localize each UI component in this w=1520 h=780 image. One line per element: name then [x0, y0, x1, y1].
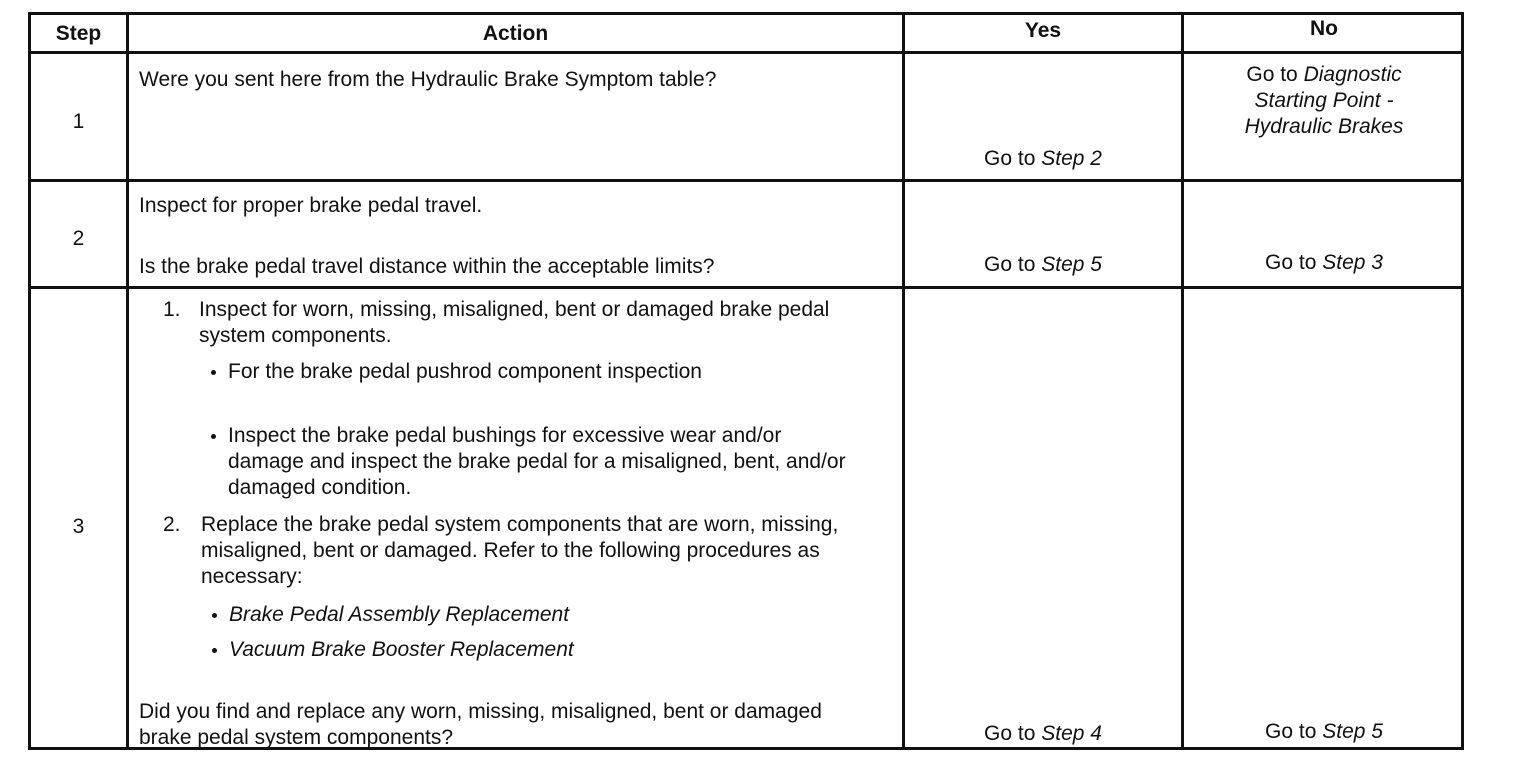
row-3-item-2-bullets-2	[207, 637, 847, 663]
row-2-action-line2: Is the brake pedal travel distance within the acceptable limits?	[139, 255, 715, 278]
row-3-item-1-bullets	[206, 359, 846, 385]
header-action: Action	[482, 22, 549, 45]
row-2-yes-prefix: Go to	[984, 253, 1036, 276]
list-item-vacuum-brake-booster[interactable]: Vacuum Brake Booster Replacement	[207, 637, 847, 663]
row-3-yes	[905, 721, 1181, 747]
row-2-yes-link[interactable]: Step 5	[1041, 253, 1102, 276]
header-no: No	[1310, 17, 1338, 40]
row-3-item-1-bullets-2	[206, 423, 846, 501]
row-2-action-line1: Inspect for proper brake pedal travel.	[139, 194, 483, 217]
row-3-yes-prefix: Go to	[984, 722, 1036, 745]
row-3-item-1-text: Inspect for worn, missing, misaligned, bent or damaged brake pedal system components.	[199, 298, 830, 347]
row-1-yes-link[interactable]: Step 2	[1041, 147, 1102, 170]
row-divider	[31, 286, 1461, 289]
row-3-item-1	[163, 297, 898, 349]
list-item: For the brake pedal pushrod component inspection	[206, 359, 846, 385]
header-yes: Yes	[1024, 19, 1062, 42]
row-1-no-link-line3[interactable]: Hydraulic Brakes	[1244, 115, 1404, 138]
row-3-item-2-text: Replace the brake pedal system components that are worn, missing, misaligned, bent or damaged. Refer to the following procedures as necessary:	[201, 513, 839, 588]
diagnostic-table	[28, 12, 1464, 750]
row-divider	[31, 179, 1461, 182]
row-2-no-prefix: Go to	[1265, 251, 1317, 274]
row-divider	[31, 51, 1461, 54]
row-3-item-2-bullets	[207, 602, 847, 628]
row-3-item-1-number: 1.	[163, 298, 181, 321]
list-item-brake-pedal-assembly[interactable]: Brake Pedal Assembly Replacement	[207, 602, 847, 628]
row-3-item-2	[163, 512, 898, 590]
row-3-no-prefix: Go to	[1265, 720, 1317, 743]
row-3-no	[1184, 719, 1464, 745]
row-1-no	[1184, 62, 1464, 140]
row-2-no-link[interactable]: Step 3	[1322, 251, 1383, 274]
row-3-no-link[interactable]: Step 5	[1322, 720, 1383, 743]
list-item: Inspect the brake pedal bushings for excessive wear and/or damage and inspect the brake pedal for a misaligned, bent, and/or damaged condition.	[206, 423, 846, 501]
row-3-item-2-number: 2.	[163, 513, 181, 536]
row-3-yes-link[interactable]: Step 4	[1041, 722, 1102, 745]
row-1-no-prefix: Go to	[1246, 63, 1298, 86]
row-3-question: Did you find and replace any worn, missing, misaligned, bent or damaged brake pedal system components?	[139, 700, 822, 749]
row-1-yes	[905, 146, 1181, 172]
row-1-no-link-line2[interactable]: Starting Point -	[1254, 89, 1394, 112]
row-1-yes-prefix: Go to	[984, 147, 1036, 170]
row-1-action: Were you sent here from the Hydraulic Brake Symptom table?	[139, 68, 717, 91]
step-number-2: 2	[72, 227, 85, 250]
column-divider	[126, 15, 129, 747]
step-number-3: 3	[72, 515, 85, 538]
row-2-no	[1184, 250, 1464, 276]
header-step: Step	[55, 22, 102, 45]
column-divider	[902, 15, 905, 747]
step-number-1: 1	[72, 110, 85, 133]
row-1-no-link-line1[interactable]: Diagnostic	[1303, 63, 1402, 86]
row-2-yes	[905, 252, 1181, 278]
